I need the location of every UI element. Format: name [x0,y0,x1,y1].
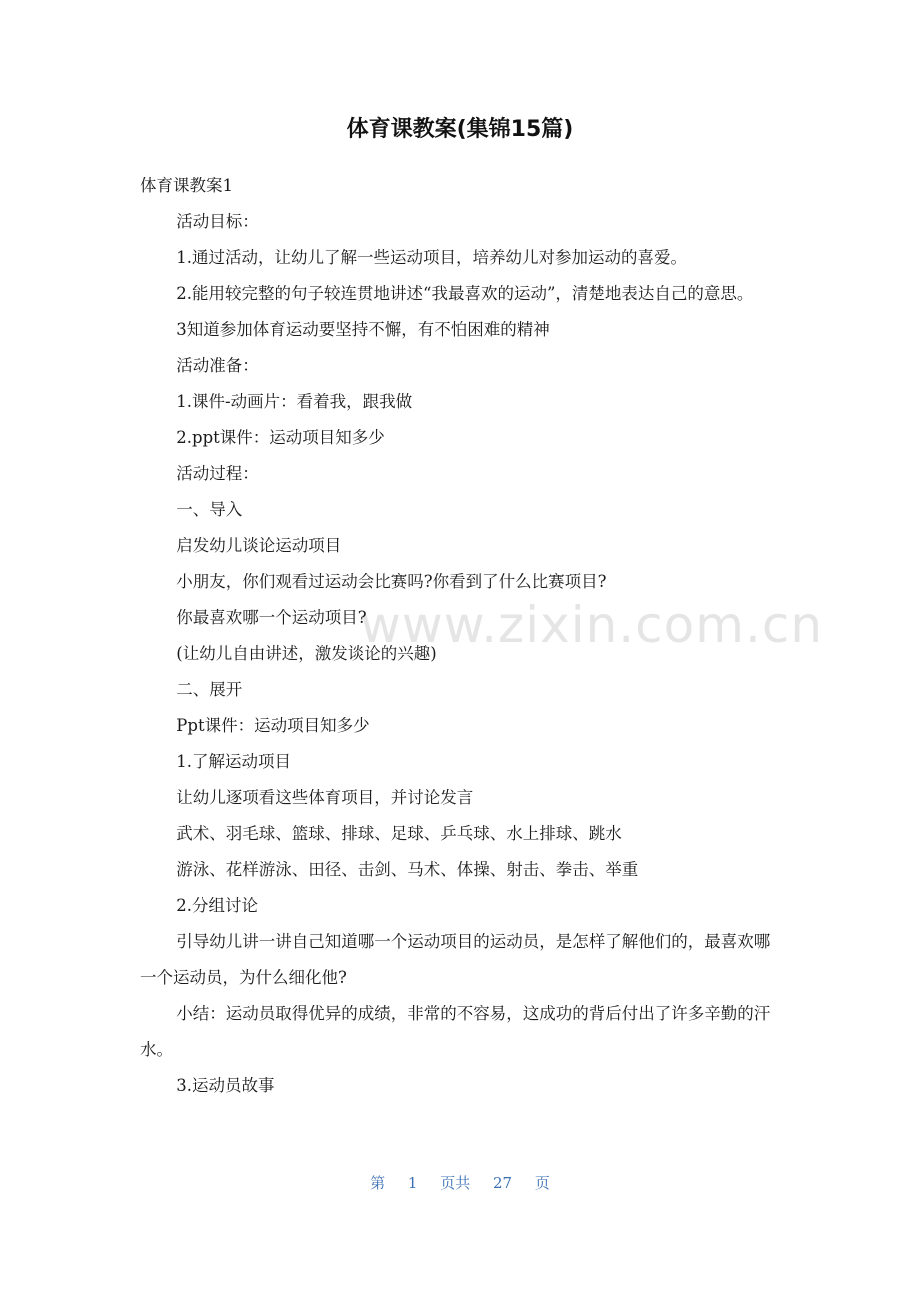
paragraph: 一、导入 [176,500,243,519]
paragraph: 游泳、花样游泳、田径、击剑、马术、体操、射击、拳击、举重 [176,860,639,879]
paragraph: 2.ppt课件：运动项目知多少 [176,428,385,447]
footer-prefix: 第 [370,1174,386,1192]
document-body [140,168,780,1104]
paragraph: 活动目标： [176,212,259,231]
paragraph: 你最喜欢哪一个运动项目? [176,608,367,627]
footer-middle: 页共 [440,1174,471,1192]
paragraph: 让幼儿逐项看这些体育项目，并讨论发言 [176,788,474,807]
section-heading: 体育课教案1 [140,176,233,195]
paragraph: 引导幼儿讲一讲自己知道哪一个运动项目的运动员，是怎样了解他们的，最喜欢哪一个运动员，为什么细化他? [140,932,771,987]
paragraph: 小朋友，你们观看过运动会比赛吗?你看到了什么比赛项目? [176,572,607,591]
paragraph: 活动过程： [176,464,259,483]
paragraph: 3知道参加体育运动要坚持不懈，有不怕困难的精神 [176,320,550,339]
page-footer [0,1172,920,1193]
paragraph: 二、展开 [176,680,243,699]
paragraph: 3.运动员故事 [176,1076,275,1095]
paragraph: (让幼儿自由讲述，激发谈论的兴趣) [176,644,437,663]
paragraph: 1.通过活动，让幼儿了解一些运动项目，培养幼儿对参加运动的喜爱。 [176,248,688,267]
paragraph: 1.课件-动画片：看着我，跟我做 [176,392,413,411]
paragraph: 活动准备： [176,356,259,375]
paragraph: 2.分组讨论 [176,896,259,915]
paragraph: 1.了解运动项目 [176,752,292,771]
watermark: www.zixin.com.cn [360,596,824,654]
footer-suffix: 页 [534,1174,550,1192]
footer-page-number: 1 [407,1174,418,1192]
paragraph: 2.能用较完整的句子较连贯地讲述“我最喜欢的运动”，清楚地表达自己的意思。 [176,284,754,303]
paragraph: 启发幼儿谈论运动项目 [176,536,342,555]
footer-total-pages: 27 [493,1174,513,1192]
paragraph: Ppt课件：运动项目知多少 [176,716,370,735]
paragraph: 小结：运动员取得优异的成绩，非常的不容易，这成功的背后付出了许多辛勤的汗水。 [140,1004,771,1059]
document-title: 体育课教案(集锦15篇) [346,117,574,142]
paragraph: 武术、羽毛球、篮球、排球、足球、乒乓球、水上排球、跳水 [176,824,622,843]
